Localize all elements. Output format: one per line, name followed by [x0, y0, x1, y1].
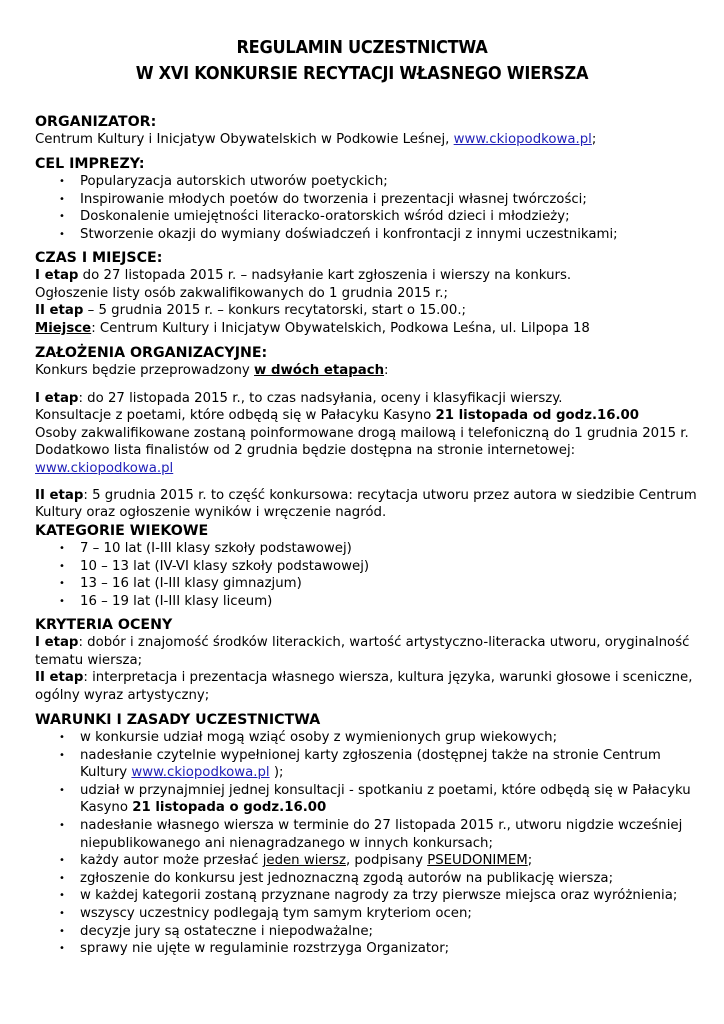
list-item: • udział w przynajmniej jednej konsultacji - spotkaniu z poetami, które odbędą się w Pałacyku Kasyno 21 listopada o godz.16.00 — [35, 782, 715, 817]
section-kategorie — [35, 522, 715, 610]
website-link[interactable]: www.ckiopodkowa.pl — [35, 460, 174, 476]
list-item: • zgłoszenie do konkursu jest jednoznaczną zgodą autorów na publikację wiersza; — [35, 870, 715, 888]
organizer-text: Centrum Kultury i Inicjatyw Obywatelskich w Podkowie Leśnej, www.ckiopodkowa.pl; — [35, 132, 597, 147]
website-link[interactable]: www.ckiopodkowa.pl — [131, 765, 270, 781]
section-heading: ORGANIZATOR: — [35, 114, 157, 130]
list-item: • w każdej kategorii zostaną przyznane nagrody za trzy pierwsze miejsca oraz wyróżnienia; — [35, 887, 715, 905]
list-item: • nadesłanie własnego wiersza w terminie do 27 listopada 2015 r., utworu nigdzie wcześniej niepublikowanego ani nienagradzanego w innych konkursach; — [35, 817, 715, 852]
list-item: • każdy autor może przesłać jeden wiersz, podpisany PSEUDONIMEM; — [35, 852, 715, 870]
list-item: • w konkursie udział mogą wziąć osoby z wymienionych grup wiekowych; — [35, 729, 715, 747]
document-title-line2: W XVI KONKURSIE RECYTACJI WŁASNEGO WIERSZA — [135, 63, 589, 84]
list-item: • Stworzenie okazji do wymiany doświadczeń i konfrontacji z innymi uczestnikami; — [35, 226, 715, 244]
section-heading: CZAS I MIEJSCE: — [35, 250, 163, 266]
list-item: • 13 – 16 lat (I-III klasy gimnazjum) — [35, 575, 715, 593]
website-link[interactable]: www.ckiopodkowa.pl — [453, 132, 592, 147]
list-item: • 16 – 19 lat (I-III klasy liceum) — [35, 593, 715, 611]
section-kryteria: KRYTERIA OCENY I etap: dobór i znajomość środków literackich, wartość artystyczno-literacka utworu, oryginalność tematu wiersza; II etap: interpretacja i prezentacja własnego wiersza, kultura języka, warunki głosowe i sceniczne, ogólny wyraz artystyczny; — [35, 616, 715, 704]
goals-list — [35, 173, 715, 243]
section-heading: ZAŁOŻENIA ORGANIZACYJNE: — [35, 345, 268, 361]
section-heading: WARUNKI I ZASADY UCZESTNICTWA — [35, 712, 321, 728]
section-organizator — [35, 113, 715, 149]
section-heading: CEL IMPREZY: — [35, 156, 145, 172]
list-item: • Doskonalenie umiejętności literacko-oratorskich wśród dzieci i młodzieży; — [35, 208, 715, 226]
list-item: • Inspirowanie młodych poetów do tworzenia i prezentacji własnej twórczości; — [35, 191, 715, 209]
section-heading: KATEGORIE WIEKOWE — [35, 523, 209, 539]
age-categories-list — [35, 540, 715, 610]
section-heading: KRYTERIA OCENY — [35, 617, 173, 633]
section-warunki — [35, 711, 715, 958]
document-title-line1: REGULAMIN UCZESTNICTWA — [236, 37, 488, 58]
conditions-list — [35, 729, 715, 958]
list-item: • Popularyzacja autorskich utworów poetyckich; — [35, 173, 715, 191]
list-item: • sprawy nie ujęte w regulaminie rozstrzyga Organizator; — [35, 940, 715, 958]
section-cel — [35, 155, 715, 243]
section-zalozenia: ZAŁOŻENIA ORGANIZACYJNE: Konkurs będzie przeprowadzony w dwóch etapach: I etap: do 27 listopada 2015 r., to czas nadsyłania, oceny i klasyfikacji wierszy. Konsultacje z poetami, które odbędą się w Pałacyku Kasyno 21 listopada od godz.16.00 Osoby zakwalifikowane zostaną poinformowane drogą mailową i telefoniczną do 1 grudnia 2015 r. Dodatkowo lista finalistów od 2 grudnia będzie dostępna na stronie internetowej: www.ckiopodkowa.pl II etap: 5 grudnia 2015 r. to część konkursowa: recytacja utworu przez autora w siedzibie Centrum Kultury oraz ogłoszenie wyników i wręczenie nagród. — [35, 344, 715, 522]
list-item: • wszyscy uczestnicy podlegają tym samym kryteriom ocen; — [35, 905, 715, 923]
list-item: • 7 – 10 lat (I-III klasy szkoły podstawowej) — [35, 540, 715, 558]
list-item: • 10 – 13 lat (IV-VI klasy szkoły podstawowej) — [35, 558, 715, 576]
section-czas: CZAS I MIEJSCE: I etap do 27 listopada 2015 r. – nadsyłanie kart zgłoszenia i wierszy na konkurs. Ogłoszenie listy osób zakwalifikowanych do 1 grudnia 2015 r.; II etap – 5 grudnia 2015 r. – konkurs recytatorski, start o 15.00.; Miejsce: Centrum Kultury i Inicjatyw Obywatelskich, Podkowa Leśna, ul. Lilpopa 18 — [35, 249, 715, 337]
list-item: • decyzje jury są ostateczne i niepodważalne; — [35, 923, 715, 941]
list-item: • nadesłanie czytelnie wypełnionej karty zgłoszenia (dostępnej także na stronie Centrum Kultury www.ckiopodkowa.pl ); — [35, 747, 715, 782]
